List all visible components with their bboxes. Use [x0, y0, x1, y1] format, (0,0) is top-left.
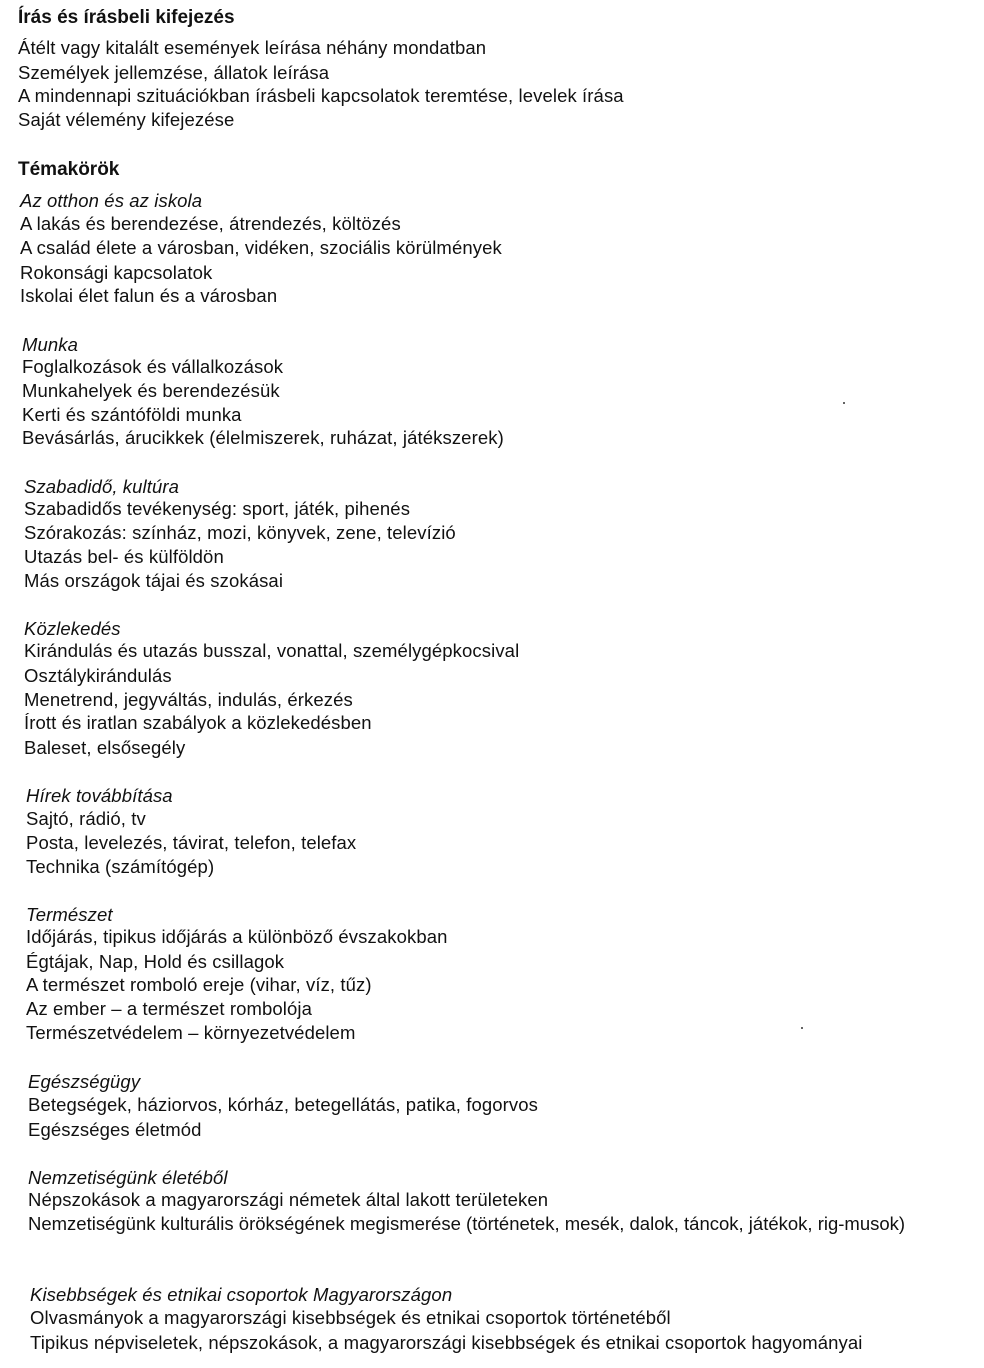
topic-item: Rokonsági kapcsolatok — [20, 262, 213, 283]
topic-item: A lakás és berendezése, átrendezés, költözés — [20, 213, 401, 234]
topic-item-multiline: Nemzetiségünk kulturális örökségének megismerése (történetek, mesék, dalok, táncok, játékok, rig-musok) — [28, 1213, 906, 1234]
topic-item: Szórakozás: színház, mozi, könyvek, zene, televízió — [24, 522, 456, 543]
topic-item: Technika (számítógép) — [26, 856, 215, 877]
topic-item: Bevásárlás, árucikkek (élelmiszerek, ruházat, játékszerek) — [22, 427, 504, 448]
scan-speck — [801, 1027, 803, 1029]
topic-item: Égtájak, Nap, Hold és csillagok — [26, 951, 285, 972]
topic-subheading: Kisebbségek és etnikai csoportok Magyarországon — [30, 1284, 453, 1305]
topic-subheading: Egészségügy — [28, 1071, 141, 1092]
text-line: Személyek jellemzése, állatok leírása — [18, 62, 330, 83]
topic-item: Kirándulás és utazás busszal, vonattal, személygépkocsival — [24, 640, 520, 661]
topic-item: Népszokások a magyarországi németek által lakott területeken — [28, 1189, 549, 1210]
topic-item: Posta, levelezés, távirat, telefon, telefax — [26, 832, 357, 853]
topic-subheading: Szabadidő, kultúra — [24, 476, 180, 497]
section-heading-writing: Írás és írásbeli kifejezés — [18, 7, 235, 28]
topic-item: Osztálykirándulás — [24, 665, 172, 686]
topic-item: Más országok tájai és szokásai — [24, 570, 284, 591]
topic-item: Természetvédelem – környezetvédelem — [26, 1022, 356, 1043]
text-line: Átélt vagy kitalált események leírása néhány mondatban — [18, 37, 487, 58]
topic-subheading: Nemzetiségünk életéből — [28, 1167, 228, 1188]
topic-item: Tipikus népviseletek, népszokások, a magyarországi kisebbségek és etnikai csoportok hagyományai — [30, 1332, 863, 1353]
topic-item: Utazás bel- és külföldön — [24, 546, 224, 567]
topic-item: Időjárás, tipikus időjárás a különböző évszakokban — [26, 926, 448, 947]
topic-item: Foglalkozások és vállalkozások — [22, 356, 284, 377]
topic-item: Munkahelyek és berendezésük — [22, 380, 280, 401]
topic-item: Szabadidős tevékenység: sport, játék, pihenés — [24, 498, 411, 519]
text-line: A mindennapi szituációkban írásbeli kapcsolatok teremtése, levelek írása — [18, 85, 624, 106]
topic-item: Az ember – a természet rombolója — [26, 998, 312, 1019]
topic-item: Kerti és szántóföldi munka — [22, 404, 242, 425]
topic-subheading: Hírek továbbítása — [26, 785, 173, 806]
topic-item: Olvasmányok a magyarországi kisebbségek és etnikai csoportok történetéből — [30, 1307, 671, 1328]
topic-item: Iskolai élet falun és a városban — [20, 285, 278, 306]
topic-item: Baleset, elsősegély — [24, 737, 186, 758]
topic-subheading: Közlekedés — [24, 618, 121, 639]
topic-item: A természet romboló ereje (vihar, víz, tűz) — [26, 974, 372, 995]
text-line: Saját vélemény kifejezése — [18, 109, 235, 130]
section-heading-topics: Témakörök — [18, 159, 120, 180]
scan-speck — [843, 402, 845, 404]
topic-subheading: Természet — [26, 904, 113, 925]
topic-item: Sajtó, rádió, tv — [26, 808, 146, 829]
topic-item: Írott és iratlan szabályok a közlekedésben — [24, 712, 372, 733]
topic-item: A család élete a városban, vidéken, szociális körülmények — [20, 237, 502, 258]
topic-item: Egészséges életmód — [28, 1119, 202, 1140]
topic-subheading: Az otthon és az iskola — [20, 190, 203, 211]
topic-item: Menetrend, jegyváltás, indulás, érkezés — [24, 689, 353, 710]
topic-subheading: Munka — [22, 334, 79, 355]
topic-item: Betegségek, háziorvos, kórház, betegellátás, patika, fogorvos — [28, 1094, 539, 1115]
